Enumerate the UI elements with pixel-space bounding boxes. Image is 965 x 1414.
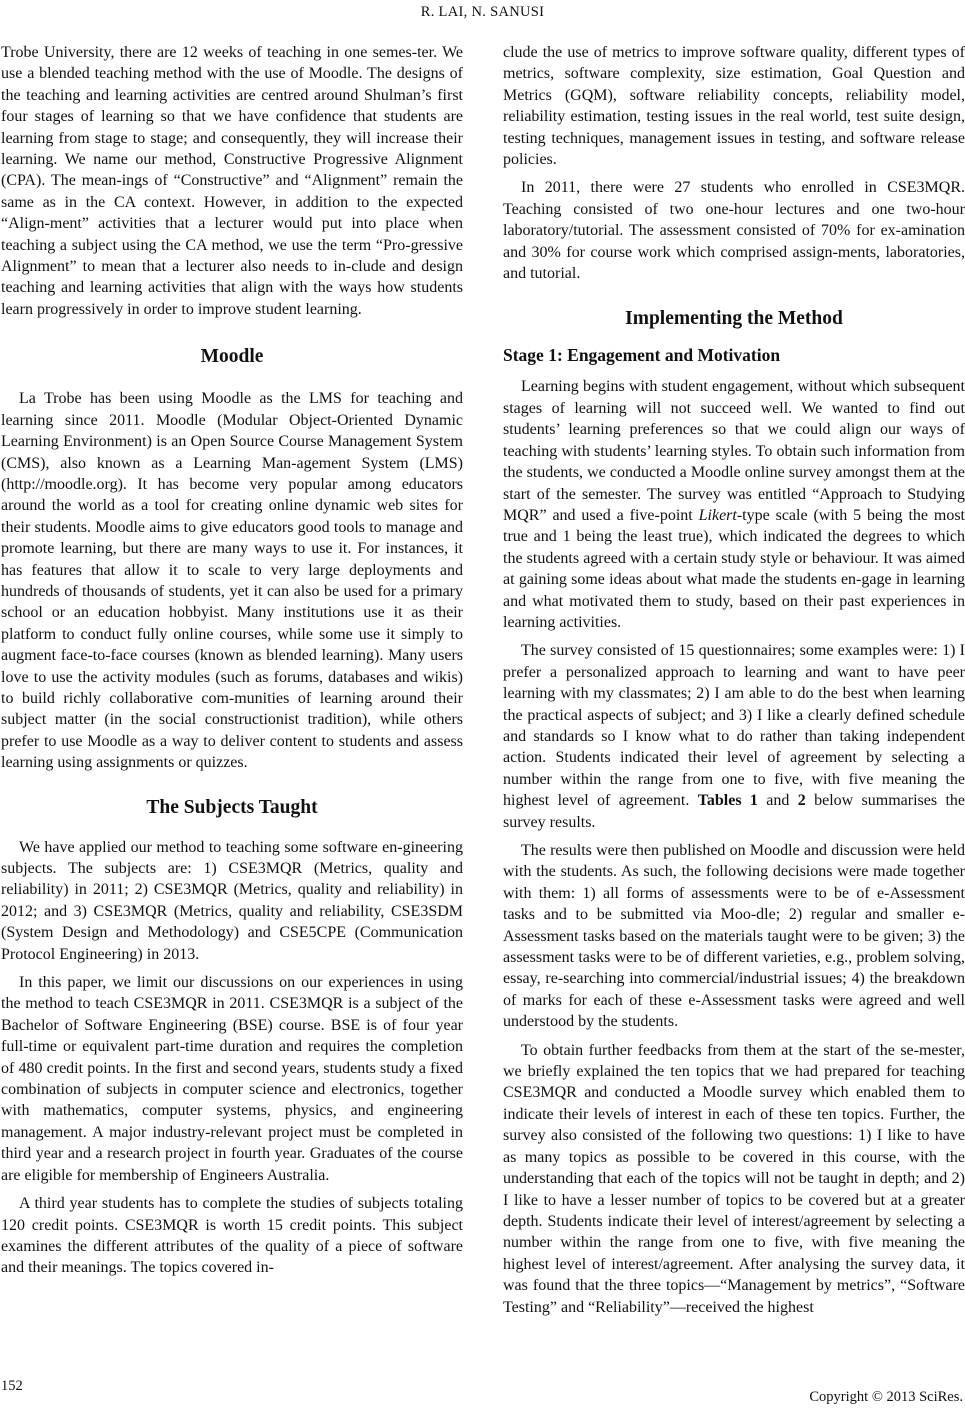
paragraph-subjects-2: In this paper, we limit our discussions on our experiences in using the method to teach CSE3MQR in 2011. CSE3MQR is a subject of the Bachelor of Software Engineering (BSE) course. BSE is of four year full-time or equivalent part-time duration and requires the completion of 480 credit points. In the first and second years, students study a fixed combination of subjects in computer science and electronics, together with mathematics, computer systems, physics, and engineering management. A major industry-relevant project must be completed in third year and a research project in fourth year. Graduates of the course are eligible for membership of Engineers Australia. [1,974,463,1184]
paragraph-results: The results were then published on Moodle and discussion were held with the students. As such, the following decisions were made together with them: 1) all forms of assessments were to be of e-Assessment tasks and to be submitted via Moo-dle; 2) regular and smaller e-Assessment tasks based on the materials taught were to be given; 3) the assessment tasks were to be of different varieties, e.g., problem solving, essay, re-searching into commercial/industrial issues; 4) the breakdown of marks for each of these e-Assessment tasks were agreed and well understood by the students. [503,842,965,1031]
subsection-heading-stage1: Stage 1: Engagement and Motivation [503,345,781,366]
running-head: R. LAI, N. SANUSI [420,4,545,20]
paragraph-intro: Trobe University, there are 12 weeks of teaching in one semes-ter. We use a blended teaching method with the use of Moodle. The designs of the teaching and learning activities are centred around Shulman’s first four stages of learning so that we have confidence that students are learning from stage to stage; and consequently, they will increase their learning. We name our method, Constructive Progressive Alignment (CPA). The mean-ings of “Constructive” and “Alignment” remain the same as in the CA context. However, in addition to the expected “Align-ment” activities that a lecturer would put into place when teaching a subject using the CA method, we use the term “Pro-gressive Alignment” to mean that a lecturer also needs to in-clude and design teaching and learning activities that align with the ways how students learn progressively in order to improve student learning. [1,44,463,318]
paragraph-enrolment-2011: In 2011, there were 27 students who enrolled in CSE3MQR. Teaching consisted of two one-hour lectures and one two-hour laboratory/tutorial. The assessment consisted of 70% for ex-amination and 30% for course work which comprised assign-ments, laboratories, and tutorial. [503,179,965,283]
right-column [503,42,965,1318]
survey-text-b: below summarises the survey results. [503,792,965,831]
paragraph-feedback: To obtain further feedbacks from them at the start of the se-mester, we briefly explained the ten topics that we had prepared for teaching CSE3MQR and conducted a Moodle survey which enabled them to indicate their levels of interest in each of these ten topics. Further, the survey also consisted of the following two questions: 1) I like to have as many topics as possible to be covered in this course, with the understanding that each of the topics will not be taught in depth; and 2) I like to have a lesser number of topics to be covered but at a greater depth. Students indicate their level of interest/agreement by selecting a number within the range from one to five, with five meaning the highest level of interest/agreement. After analysing the survey data, it was found that the three topics—“Management by metrics”, “Software Testing” and “Reliability”—received the highest [503,1041,965,1316]
survey-and: and [757,792,798,810]
paragraph-topics-continued: clude the use of metrics to improve software quality, different types of metrics, software complexity, size estimation, Goal Question and Metrics (GQM), software reliability concepts, reliability model, reliability estimation, testing issues in the real world, test suite design, testing techniques, management issues in testing, and software release policies. [503,44,965,169]
paragraph-subjects-3: A third year students has to complete the studies of subjects totaling 120 credit points. CSE3MQR is worth 15 credit points. This subject examines the different attributes of the quality of a piece of software and their meanings. The topics covered in- [1,1195,463,1277]
section-heading-subjects: The Subjects Taught [146,796,318,818]
section-heading-moodle: Moodle [200,346,264,368]
stage1-text-b: -type scale (with 5 being the most true and 1 being the least true), which indicated the degrees to which the students agreed with a certain study style or behaviour. It was aimed at gaining some ideas about what made the students en-gage in learning and what motivated them to study, based on their past experiences in learning activities. [503,506,965,631]
table-2-ref: 2 [797,792,806,810]
section-heading-implementing: Implementing the Method [625,308,843,330]
left-column [1,42,463,1279]
paragraph-survey [503,640,965,833]
tables-1-ref: Tables 1 [697,792,758,810]
page-number: 152 [1,1378,23,1394]
copyright-notice: Copyright © 2013 SciRes. [809,1389,963,1405]
survey-text-a: The survey consisted of 15 questionnaires; some examples were: 1) I prefer a personalized approach to learning and want to have peer learning with my classmates; 2) I am able to do the best when learning the practical aspects of subject; and 3) I like a clearly defined schedule and standards so I know what to do rather than taking independent action. Students indicated their level of agreement by selecting a number within the range from one to five, with five meaning the highest level of agreement. [503,642,965,810]
paragraph-moodle: La Trobe has been using Moodle as the LMS for teaching and learning since 2011. Moodle (Modular Object-Oriented Dynamic Learning Environment) is an Open Source Course Management System (CMS), also known as a Learning Man-agement System (LMS) (http://moodle.org). It has become very popular among educators around the world as a tool for creating online dynamic web sites for their students. Moodle aims to give educators good tools to manage and promote learning, but there are many ways to use it. For instances, it has features that allow it to scale to very large deployments and hundreds of thousands of students, yet it can also be used for a primary school or an education hobbyist. Many institutions use it as their platform to conduct fully online courses, while some use it simply to augment face-to-face courses (known as blended learning). Many users love to use the activity modules (such as forums, databases and wikis) to build richly collaborative com-munities of learning around their subject matter (in the social constructionist tradition), while others prefer to use Moodle as a way to deliver content to students and assess learning using assignments or quizzes. [1,390,463,772]
likert-term: Likert [698,506,737,524]
paragraph-stage1 [503,376,965,633]
paragraph-subjects-1: We have applied our method to teaching some software en-gineering subjects. The subjects are: 1) CSE3MQR (Metrics, quality and reliability) in 2011; 2) CSE3MQR (Metrics, quality and reliability) in 2012; and 3) CSE3MQR (Metrics, quality and reliability, CSE3SDM (System Design and Methodology) and CSE5CPE (Communication Protocol Engineering) in 2013. [1,838,463,963]
stage1-text-a: Learning begins with student engagement, without which subsequent stages of learning will not succeed well. We wanted to find out students’ learning preferences so that we could align our ways of teaching with students’ learning styles. To obtain such information from the students, we conducted a Moodle online survey amongst them at the start of the semester. The survey was entitled “Approach to Studying MQR” and used a five-point [503,378,965,524]
